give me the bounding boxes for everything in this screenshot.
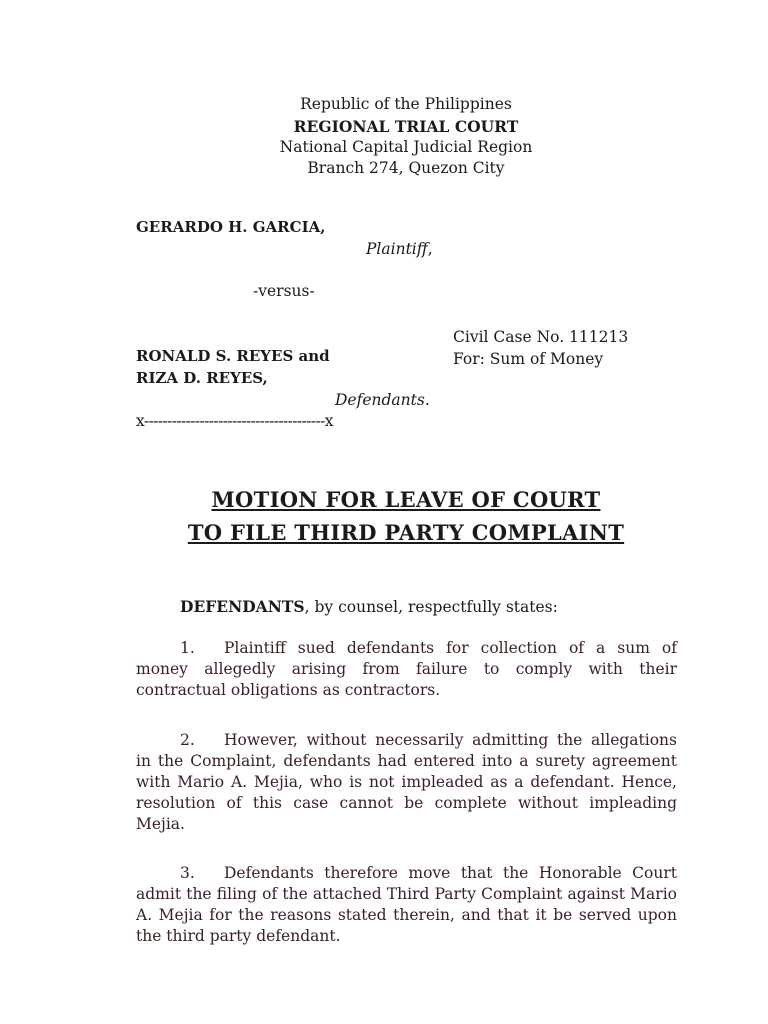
document-title-line-1: MOTION FOR LEAVE OF COURT — [211, 487, 601, 512]
caption-separator: x---------------------------------------x — [136, 412, 333, 430]
intro-bold: DEFENDANTS — [180, 597, 305, 616]
versus: -versus- — [253, 282, 315, 300]
paragraph-1 — [136, 638, 677, 701]
caption-court: REGIONAL TRIAL COURT — [293, 117, 519, 136]
defendant-line-2: RIZA D. REYES, — [136, 369, 268, 387]
plaintiff-role-suffix: , — [427, 240, 433, 258]
paragraph-number: 1. — [180, 639, 195, 657]
paragraph-text: However, without necessarily admitting the allegations in the Complaint, defendants had entered into a surety agreement with Mario A. Mejia, who is not impleaded as a defendant. Hence, resolution of this case cannot be complete without impleading Mejia. — [136, 731, 677, 833]
paragraph-text: Plaintiff sued defendants for collection of a sum of money allegedly arising from failure to comply with their contractual obligations as contractors. — [136, 639, 677, 699]
caption-region: National Capital Judicial Region — [279, 138, 533, 156]
case-nature: For: Sum of Money — [453, 350, 604, 368]
plaintiff-name: GERARDO H. GARCIA, — [136, 218, 326, 236]
document-title-line-2: TO FILE THIRD PARTY COMPLAINT — [187, 520, 625, 545]
defendant-role — [335, 391, 430, 409]
plaintiff-role — [366, 240, 433, 258]
paragraph-text: Defendants therefore move that the Honorable Court admit the filing of the attached Third Party Complaint against Mario A. Mejia for the reasons stated therein, and that it be served upon the third party defendant. — [136, 864, 677, 945]
defendant-role-suffix: . — [424, 391, 430, 409]
caption-republic: Republic of the Philippines — [300, 95, 512, 113]
intro-line — [180, 597, 558, 616]
paragraph-number: 3. — [180, 864, 195, 882]
intro-rest: , by counsel, respectfully states: — [304, 598, 558, 616]
defendant-role-label: Defendants — [335, 391, 425, 409]
case-number: Civil Case No. 111213 — [453, 328, 629, 346]
defendant-line-1: RONALD S. REYES and — [136, 347, 330, 365]
paragraph-3 — [136, 863, 677, 947]
paragraph-number: 2. — [180, 731, 195, 749]
caption-branch: Branch 274, Quezon City — [307, 159, 505, 177]
plaintiff-role-label: Plaintiff — [366, 240, 428, 258]
paragraph-2 — [136, 730, 677, 835]
